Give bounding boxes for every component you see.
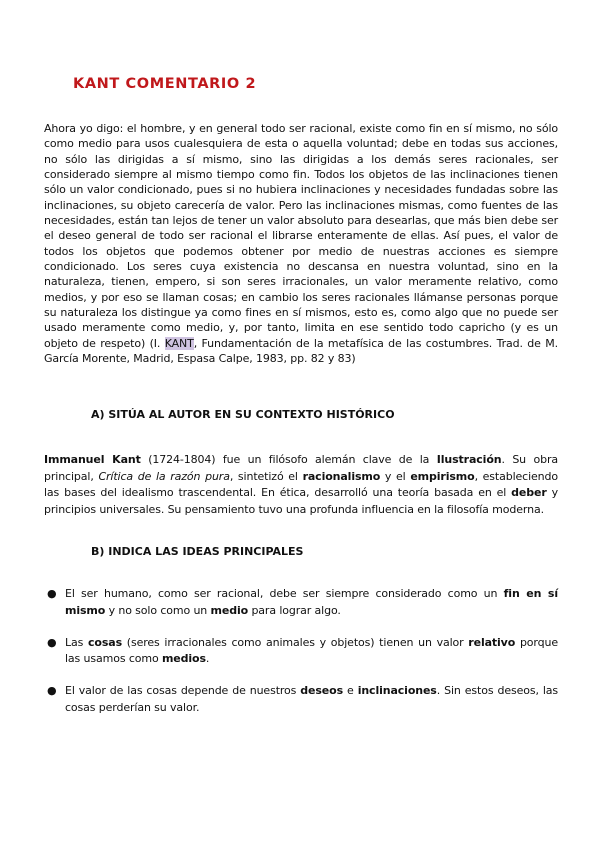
section-a-heading: A) SITÚA AL AUTOR EN SU CONTEXTO HISTÓRICO: [91, 408, 395, 421]
quote-text: Ahora yo digo: el hombre, y en general todo ser racional, existe como fin en sí mismo, no sólo como medio para usos cualesquiera de esta o aquella voluntad; debe en todas sus acciones, no sólo las dirigidas a sí mismo, sino las dirigidas a los demás seres racionales, ser considerado siempre al mismo tiempo como fin. Todos los objetos de las inclinaciones tienen sólo un valor condicionado, pues si no hubiera inclinaciones y necesidades fundadas sobre las inclinaciones, su objeto carecería de valor. Pero las inclinaciones mismas, como fuentes de las necesidades, están tan lejos de tener un valor absoluto para desearlas, que más bien debe ser el deseo general de todo ser racional el librarse enteramente de ellas. Así pues, el valor de todos los objetos que podemos obtener por medio de nuestras acciones es siempre condicionado. Los seres cuya existencia no descansa en nuestra voluntad, sino en la naturaleza, tienen, empero, si son seres irracionales, un valor meramente relativo, como medios, y por eso se llaman cosas; en cambio los seres racionales llámanse personas porque su naturaleza los distingue ya como fines en sí mismos, esto es, como algo que no puede ser usado meramente como medio, y, por tanto, limita en ese sentido todo capricho (y es un objeto de respeto) (I.: [44, 122, 558, 350]
highlighted-author: KANT: [164, 336, 194, 350]
item-text: porque las usamos como: [65, 635, 558, 665]
book-title: Crítica de la razón pura: [98, 469, 230, 483]
item-term: deseos: [300, 684, 344, 697]
list-item: [0, 635, 558, 668]
kant-quote-paragraph: [44, 121, 558, 367]
section-b-heading: B) INDICA LAS IDEAS PRINCIPALES: [91, 545, 304, 558]
bullet-icon: ●: [47, 635, 57, 649]
item-term: relativo: [468, 635, 516, 649]
item-term: inclinaciones: [357, 684, 437, 697]
bio-text: . Su obra principal,: [44, 453, 558, 483]
list-item: [0, 683, 558, 716]
bullet-icon: ●: [47, 587, 57, 600]
item-text: El ser humano, como ser racional, debe ser siempre considerado como un: [65, 587, 504, 600]
item-text: (seres irracionales como animales y objetos) tienen un valor: [122, 635, 469, 649]
item-text: . Sin estos deseos, las cosas perderían su valor.: [65, 684, 558, 714]
bio-text: , estableciendo las bases del idealismo trascendental. En ética, desarrolló una teoría basada en el: [44, 469, 559, 499]
quote-citation: , Fundamentación de la metafísica de las costumbres. Trad. de M. García Morente, Madrid, Espasa Calpe, 1983, pp. 82 y 83): [44, 336, 558, 366]
item-term: medios: [161, 652, 206, 665]
bio-term-ilustracion: Ilustración: [436, 453, 502, 466]
author-context-paragraph: [44, 452, 558, 518]
item-text: e: [343, 684, 358, 697]
item-text: El valor de las cosas depende de nuestros: [65, 684, 301, 697]
list-item: [0, 586, 558, 619]
bullet-icon: ●: [47, 684, 57, 697]
bio-term-racionalismo: racionalismo: [302, 469, 381, 483]
item-term: fin en sí mismo: [65, 587, 559, 617]
item-text: para lograr algo.: [248, 603, 341, 617]
bio-text: (1724-1804) fue un filósofo alemán clave de la: [140, 453, 437, 466]
document-title: KANT COMENTARIO 2: [73, 76, 257, 92]
item-text: y no solo como un: [105, 603, 211, 617]
bio-term-deber: deber: [511, 486, 547, 499]
item-term: cosas: [88, 635, 123, 649]
main-ideas-list: [0, 586, 600, 716]
item-text: .: [205, 652, 210, 665]
bio-text: , sintetizó el: [229, 469, 303, 483]
bio-term-empirismo: empirismo: [410, 469, 475, 483]
bio-text: y el: [380, 469, 411, 483]
author-name: Immanuel Kant: [44, 453, 141, 466]
item-text: Las: [65, 635, 89, 649]
bio-text: y principios universales. Su pensamiento tuvo una profunda influencia en la filosofía moderna.: [44, 486, 558, 516]
item-term: medio: [210, 603, 249, 617]
